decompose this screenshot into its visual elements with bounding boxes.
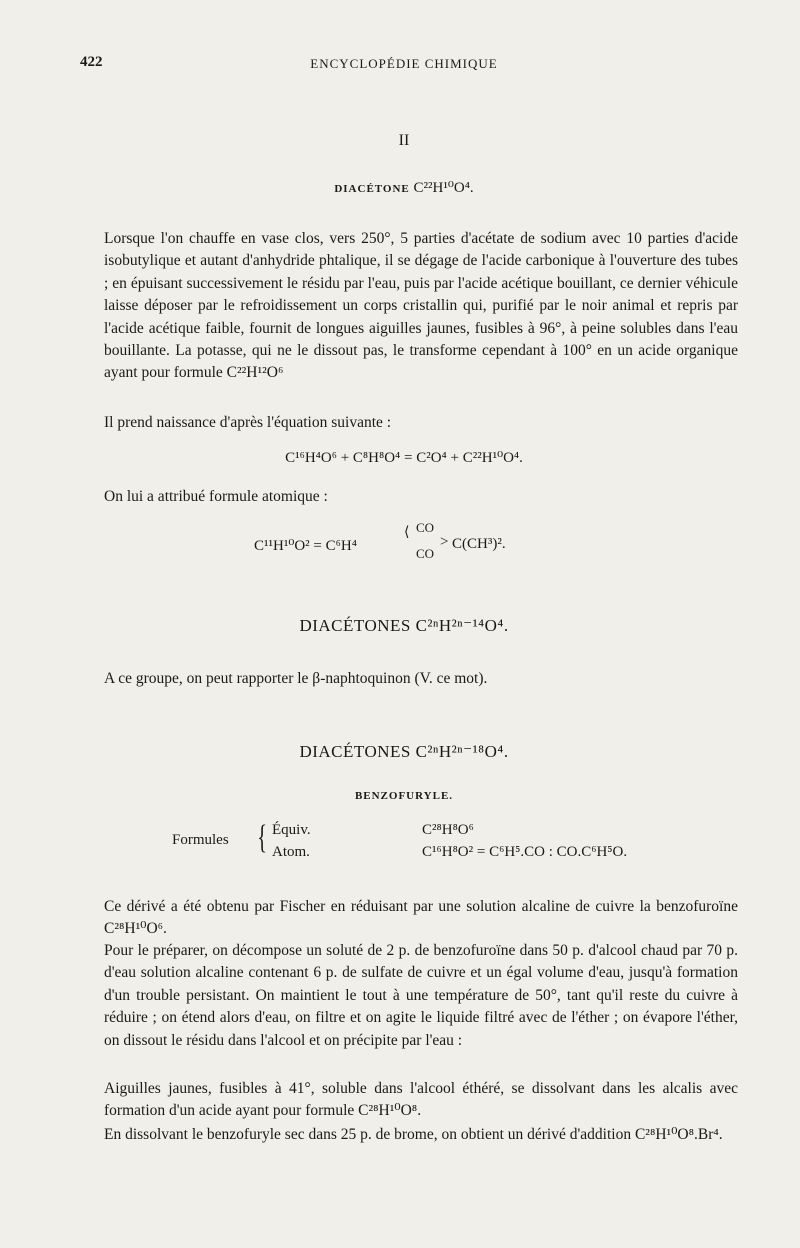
paragraph-5 <box>82 896 738 941</box>
page-number: 422 <box>80 54 103 70</box>
paragraph-8-text: En dissolvant le benzofuryle sec dans 25 p. de brome, on obtient un dérivé d'addition C²⁸H¹⁰O⁸.Br⁴. <box>104 1126 723 1143</box>
equiv-value: C²⁸H⁸O⁶ <box>422 822 474 838</box>
atom-label: Atom. <box>272 844 310 860</box>
paragraph-8 <box>82 1124 738 1146</box>
equation-2-right: C(CH³)². <box>452 536 506 552</box>
atom-value: C¹⁶H⁸O² = C⁶H⁵.CO : CO.C⁶H⁵O. <box>422 844 628 860</box>
page-header <box>80 54 728 78</box>
equation-2: C¹¹H¹⁰O² = C⁶H⁴ ⟨ CO CO > C(CH³)². <box>254 520 506 561</box>
paragraph-7-text: Aiguilles jaunes, fusibles à 41°, soluble dans l'alcool éthéré, se dissolvant dans les alcalis avec formation d'un acide ayant pour formule C²⁸H¹⁰O⁸. <box>104 1080 738 1120</box>
paragraph-3 <box>82 486 738 508</box>
paragraph-7 <box>82 1078 738 1123</box>
equation-2-bottom: CO <box>416 546 435 561</box>
paragraph-1-text: Lorsque l'on chauffe en vase clos, vers 250°, 5 parties d'acétate de sodium avec 10 parties d'acide isobutylique et autant d'anhydride phtalique, il se dégage de l'acide carbonique à l'ouverture des tubes ; en épuisant successivement le résidu par l'eau, puis par l'acide acétique bouillant, ce dernier véhicule laisse déposer par le refroidissement un corps cristallin qui, purifié par le noir animal et repris par l'acide acétique faible, fournit de longues aiguilles jaunes, fusibles à 96°, à peine solubles dans l'eau bouillante. La potasse, qui ne le dissout pas, le transforme cependant à 100° en un acide organique ayant pour formule C²²H¹²O⁶ <box>104 230 738 382</box>
diacetone-formula: C²²H¹⁰O⁴. <box>413 180 474 196</box>
paragraph-1 <box>82 228 738 385</box>
paragraph-2 <box>82 412 738 434</box>
benzofuryle-heading: BENZOFURYLE. <box>354 790 454 802</box>
running-title: ENCYCLOPÉDIE CHIMIQUE <box>310 56 498 71</box>
diacetone-heading <box>80 178 728 197</box>
brace-icon: { <box>257 819 268 856</box>
paragraph-6-text: Pour le préparer, on décompose un soluté de 2 p. de benzofuroïne dans 50 p. d'alcool chaud par 70 p. d'eau solution alcaline contenant 6 p. de sulfate de cuivre et un égal volume d'eau, jusqu'à formation d'un trouble persistant. On maintient le tout à une température de 50°, tant qu'il reste du cuivre à réduire ; on étend alors d'eau, on filtre et on agite le liquide filtré avec de l'éther ; on évapore l'éther, on dissout le résidu dans l'alcool et on précipite par l'eau : <box>104 942 738 1049</box>
paragraph-2-text: Il prend naissance d'après l'équation suivante : <box>104 414 392 431</box>
formules-label: Formules <box>172 832 229 848</box>
paragraph-5-text: Ce dérivé a été obtenu par Fischer en réduisant par une solution alcaline de cuivre la benzofuroïne C²⁸H¹⁰O⁶. <box>104 898 738 938</box>
paragraph-3-text: On lui a attribué formule atomique : <box>104 488 328 505</box>
paragraph-6 <box>82 940 738 1052</box>
paragraph-4 <box>82 668 738 690</box>
formules-equiv-row <box>272 822 474 839</box>
formules-atom-row <box>272 844 628 861</box>
equation-1: C¹⁶H⁴O⁶ + C⁸H⁸O⁴ = C²O⁴ + C²²H¹⁰O⁴. <box>285 450 523 466</box>
equation-2-left: C¹¹H¹⁰O² = C⁶H⁴ <box>254 538 357 554</box>
diacetone-label: DIACÉTONE <box>334 183 410 195</box>
equiv-label: Équiv. <box>272 822 311 838</box>
diacetones-heading-1: DIACÉTONES C²ⁿH²ⁿ⁻¹⁴O⁴. <box>299 616 509 635</box>
equation-2-top: CO <box>416 520 435 535</box>
diacetones-heading-2: DIACÉTONES C²ⁿH²ⁿ⁻¹⁸O⁴. <box>299 742 509 761</box>
paragraph-4-text: A ce groupe, on peut rapporter le β-naphtoquinon (V. ce mot). <box>104 670 488 687</box>
section-numeral: II <box>398 132 410 149</box>
